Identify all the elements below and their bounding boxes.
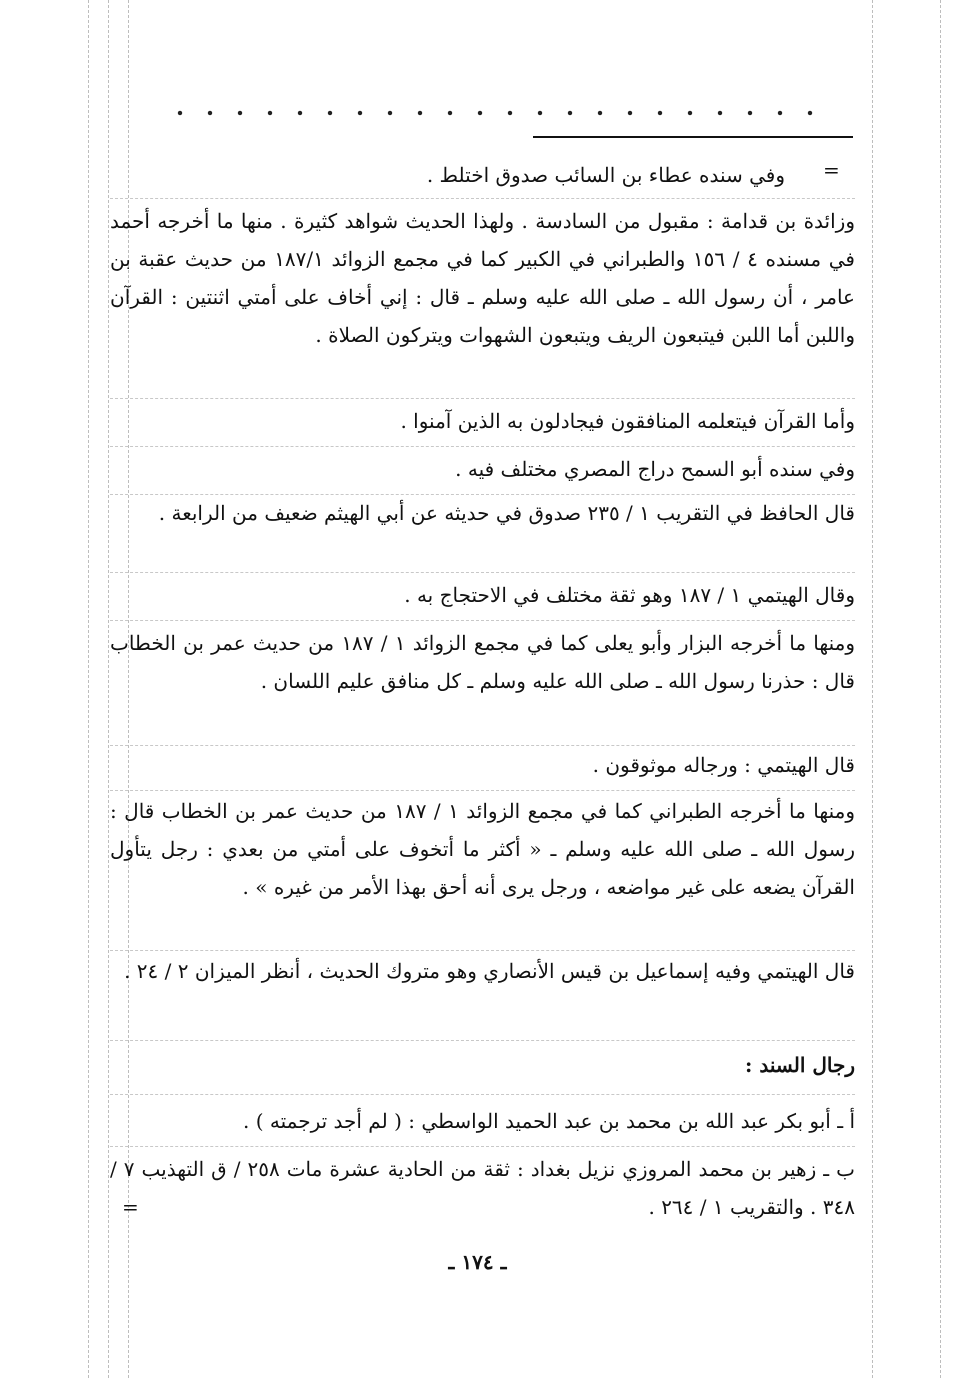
section-heading: رجال السند : — [745, 1053, 855, 1077]
narrator-list — [110, 1150, 855, 1226]
narrator-item: ب ـ زهير بن محمد المروزي نزيل بغداد : ثقة من الحادية عشرة مات ٢٥٨ / ق التهذيب ٧ / ٣٤٨ . والتقريب ١ / ٢٦٤ . — [110, 1157, 855, 1219]
footnote-rule — [533, 136, 853, 138]
line-separator — [110, 790, 855, 791]
footnote-text — [110, 576, 855, 614]
line-separator — [110, 198, 855, 199]
line-separator — [110, 572, 855, 573]
section — [110, 1046, 855, 1084]
footnote-text — [110, 450, 855, 488]
paragraph: وفي سنده عطاء بن السائب صدوق اختلط . — [426, 163, 785, 187]
paragraph: قال الهيتمي : ورجاله موثوقون . — [592, 753, 855, 777]
line-separator — [110, 620, 855, 621]
paragraph: وأما القرآن فيتعلمه المنافقون فيجادلون به الذين آمنوا . — [400, 409, 855, 433]
paragraph: ومنها ما أخرجه البزار وأبو يعلى كما في مجمع الزوائد ١ / ١٨٧ من حديث عمر بن الخطاب قال : حذرنا رسول الله ـ صلى الله عليه وسلم ـ كل منافق عليم اللسان . — [110, 631, 855, 693]
paragraph: قال الحافظ في التقريب ١ / ٢٣٥ صدوق في حديثه عن أبي الهيثم ضعيف من الرابعة . — [158, 501, 855, 525]
footnote-text — [110, 402, 855, 440]
line-separator — [110, 1094, 855, 1095]
paragraph: قال الهيتمي وفيه إسماعيل بن قيس الأنصاري وهو متروك الحديث ، أنظر الميزان ٢ / ٢٤ . — [124, 959, 855, 983]
footnote-text — [110, 624, 855, 700]
footnote-text — [110, 156, 855, 194]
scan-guide-line — [88, 0, 89, 1378]
narrator-item: أ ـ أبو بكر عبد الله بن محمد بن عبد الحميد الواسطي : ( لم أجد ترجمته ) . — [243, 1109, 855, 1133]
paragraph: وقال الهيتمي ١ / ١٨٧ وهو ثقة مختلف في الاحتجاج به . — [404, 583, 855, 607]
paragraph: وزائدة بن قدامة : مقبول من السادسة . ولهذا الحديث شواهد كثيرة . منها ما أخرجه أحمد في مسنده ٤ / ١٥٦ والطبراني في الكبير كما في مجمع الزوائد ١٨٧/١ من حديث عقبة بن عامر ، أن رسول الله ـ صلى الله عليه وسلم ـ قال : إني أخاف على أمتي اثنتين : القرآن واللبن أما اللبن فيتبعون الريف ويتبعون الشهوات ويتركون الصلاة . — [110, 209, 855, 347]
page-number: ـ ١٧٤ ـ — [448, 1250, 507, 1274]
scan-guide-line — [940, 0, 941, 1378]
scan-guide-line — [872, 0, 873, 1378]
paragraph: وفي سنده أبو السمح دراج المصري مختلف فيه . — [455, 457, 855, 481]
paragraph: ومنها ما أخرجه الطبراني كما في مجمع الزوائد ١ / ١٨٧ من حديث عمر بن الخطاب قال : رسول الله ـ صلى الله عليه وسلم ـ « أكثر ما أتخوف على أمتي من بعدي : رجل يتأول القرآن يضعه على غير مواضعه ، ورجل يرى أنه أحق بهذا الأمر من غيره » . — [110, 799, 856, 899]
footnote-text — [110, 746, 855, 784]
footnote-text — [110, 792, 855, 906]
continuation-mark-top: = — [823, 158, 840, 182]
footnote-text — [110, 202, 855, 354]
footnote-text — [110, 952, 855, 990]
line-separator — [110, 446, 855, 447]
dotted-separator — [165, 108, 825, 118]
line-separator — [110, 950, 855, 951]
footnote-text — [110, 494, 855, 532]
line-separator — [110, 398, 855, 399]
narrator-list — [110, 1102, 855, 1140]
scan-guide-line — [108, 0, 109, 1378]
continuation-mark-bottom: = — [122, 1195, 139, 1219]
line-separator — [110, 1040, 855, 1041]
line-separator — [110, 1146, 855, 1147]
